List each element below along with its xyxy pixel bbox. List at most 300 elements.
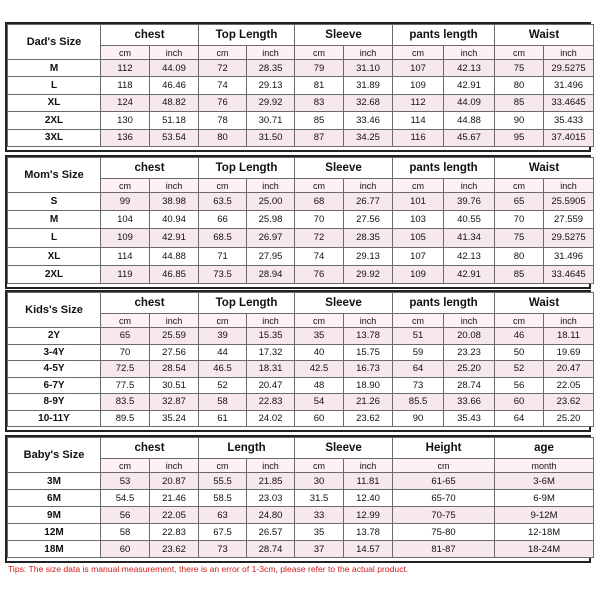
cell-value: 103: [393, 211, 444, 229]
column-header: Length: [199, 438, 295, 459]
cell-value: 35: [295, 524, 344, 541]
cell-value: 77.5: [101, 377, 150, 394]
size-label: M: [8, 211, 101, 229]
table-row: [8, 229, 594, 247]
cell-value: 31.496: [544, 247, 594, 265]
cell-value: 23.23: [444, 344, 495, 361]
cell-value: 59: [393, 344, 444, 361]
cell-value: 24.02: [247, 410, 295, 427]
cell-value: 29.92: [247, 94, 295, 111]
cell-value: 29.13: [344, 247, 393, 265]
cell-value: 112: [101, 60, 150, 77]
column-header: Waist: [495, 158, 594, 179]
unit-label: inch: [544, 179, 594, 193]
cell-value: 99: [101, 193, 150, 211]
column-header: chest: [101, 158, 199, 179]
size-label: 3M: [8, 473, 101, 490]
size-label: S: [8, 193, 101, 211]
unit-label: inch: [444, 179, 495, 193]
table-row: [8, 112, 594, 129]
cell-value: 46.85: [150, 265, 199, 283]
cell-value: 65: [101, 328, 150, 345]
size-label: XL: [8, 247, 101, 265]
cell-value: 19.69: [544, 344, 594, 361]
cell-value: 51.18: [150, 112, 199, 129]
table-row: [8, 265, 594, 283]
cell-value: 20.47: [544, 361, 594, 378]
size-table: [7, 157, 594, 284]
cell-value: 25.20: [444, 361, 495, 378]
cell-value: 22.83: [150, 524, 199, 541]
column-header: chest: [101, 438, 199, 459]
cell-value: 73.5: [199, 265, 247, 283]
cell-value: 39: [199, 328, 247, 345]
header-row: [8, 438, 594, 459]
cell-value: 23.03: [247, 490, 295, 507]
cell-value: 37.4015: [544, 129, 594, 146]
cell-value: 89.5: [101, 410, 150, 427]
cell-value: 90: [393, 410, 444, 427]
cell-value: 54: [295, 394, 344, 411]
cell-value: 64: [495, 410, 544, 427]
cell-value: 40.94: [150, 211, 199, 229]
cell-value: 54.5: [101, 490, 150, 507]
cell-value: 60: [101, 541, 150, 558]
column-header: chest: [101, 293, 199, 314]
cell-value: 42.91: [444, 265, 495, 283]
cell-value: 53.54: [150, 129, 199, 146]
unit-label: inch: [247, 314, 295, 328]
unit-label: cm: [101, 46, 150, 60]
table-row: [8, 394, 594, 411]
cell-value: 20.87: [150, 473, 199, 490]
cell-value: 104: [101, 211, 150, 229]
cell-value: 44: [199, 344, 247, 361]
cell-value: 40.55: [444, 211, 495, 229]
cell-value: 13.78: [344, 328, 393, 345]
cell-value: 80: [495, 247, 544, 265]
cell-value: 81-87: [393, 541, 495, 558]
cell-value: 101: [393, 193, 444, 211]
table-row: [8, 344, 594, 361]
cell-value: 48.82: [150, 94, 199, 111]
cell-value: 35.24: [150, 410, 199, 427]
column-header: Top Length: [199, 158, 295, 179]
cell-value: 23.62: [344, 410, 393, 427]
cell-value: 85: [495, 94, 544, 111]
size-label: 10-11Y: [8, 410, 101, 427]
cell-value: 26.97: [247, 229, 295, 247]
cell-value: 44.09: [150, 60, 199, 77]
section-label: Dad's Size: [8, 25, 101, 60]
cell-value: 87: [295, 129, 344, 146]
cell-value: 33.66: [444, 394, 495, 411]
unit-label: cm: [199, 179, 247, 193]
cell-value: 81: [295, 77, 344, 94]
unit-label: cm: [199, 46, 247, 60]
column-header: age: [495, 438, 594, 459]
moms-size-table: [5, 155, 591, 289]
cell-value: 65-70: [393, 490, 495, 507]
cell-value: 15.75: [344, 344, 393, 361]
cell-value: 32.87: [150, 394, 199, 411]
cell-value: 38.98: [150, 193, 199, 211]
table-row: [8, 77, 594, 94]
cell-value: 44.09: [444, 94, 495, 111]
header-row: [8, 25, 594, 46]
cell-value: 28.94: [247, 265, 295, 283]
unit-label: cm: [295, 179, 344, 193]
column-header: chest: [101, 25, 199, 46]
cell-value: 124: [101, 94, 150, 111]
cell-value: 16.73: [344, 361, 393, 378]
size-label: 6M: [8, 490, 101, 507]
cell-value: 31.10: [344, 60, 393, 77]
cell-value: 25.5905: [544, 193, 594, 211]
unit-label: cm: [393, 179, 444, 193]
cell-value: 44.88: [444, 112, 495, 129]
cell-value: 63.5: [199, 193, 247, 211]
cell-value: 30: [295, 473, 344, 490]
column-header: pants length: [393, 158, 495, 179]
column-header: pants length: [393, 293, 495, 314]
cell-value: 95: [495, 129, 544, 146]
size-label: 2XL: [8, 112, 101, 129]
cell-value: 31.496: [544, 77, 594, 94]
size-label: 2XL: [8, 265, 101, 283]
cell-value: 79: [295, 60, 344, 77]
unit-label: inch: [247, 179, 295, 193]
cell-value: 33.4645: [544, 265, 594, 283]
size-label: 8-9Y: [8, 394, 101, 411]
cell-value: 67.5: [199, 524, 247, 541]
cell-value: 27.95: [247, 247, 295, 265]
cell-value: 72: [199, 60, 247, 77]
cell-value: 116: [393, 129, 444, 146]
cell-value: 58: [101, 524, 150, 541]
unit-label: inch: [344, 314, 393, 328]
cell-value: 68.5: [199, 229, 247, 247]
cell-value: 31.50: [247, 129, 295, 146]
cell-value: 51: [393, 328, 444, 345]
cell-value: 63: [199, 507, 247, 524]
size-label: 12M: [8, 524, 101, 541]
cell-value: 60: [295, 410, 344, 427]
cell-value: 26.57: [247, 524, 295, 541]
cell-value: 22.83: [247, 394, 295, 411]
cell-value: 45.67: [444, 129, 495, 146]
cell-value: 66: [199, 211, 247, 229]
cell-value: 40: [295, 344, 344, 361]
cell-value: 27.559: [544, 211, 594, 229]
column-header: Sleeve: [295, 25, 393, 46]
cell-value: 15.35: [247, 328, 295, 345]
cell-value: 18.31: [247, 361, 295, 378]
size-label: 3-4Y: [8, 344, 101, 361]
column-header: Top Length: [199, 293, 295, 314]
cell-value: 136: [101, 129, 150, 146]
cell-value: 114: [393, 112, 444, 129]
size-label: 18M: [8, 541, 101, 558]
header-row: [8, 293, 594, 314]
table-row: [8, 60, 594, 77]
section-label: Mom's Size: [8, 158, 101, 193]
cell-value: 27.56: [150, 344, 199, 361]
cell-value: 73: [393, 377, 444, 394]
column-header: pants length: [393, 25, 495, 46]
unit-label: cm: [495, 179, 544, 193]
cell-value: 85.5: [393, 394, 444, 411]
cell-value: 37: [295, 541, 344, 558]
cell-value: 52: [199, 377, 247, 394]
cell-value: 80: [495, 77, 544, 94]
cell-value: 23.62: [544, 394, 594, 411]
cell-value: 34.25: [344, 129, 393, 146]
size-label: 2Y: [8, 328, 101, 345]
cell-value: 35: [295, 328, 344, 345]
table-row: [8, 193, 594, 211]
cell-value: 76: [199, 94, 247, 111]
cell-value: 80: [199, 129, 247, 146]
cell-value: 55.5: [199, 473, 247, 490]
cell-value: 21.26: [344, 394, 393, 411]
size-label: M: [8, 60, 101, 77]
cell-value: 50: [495, 344, 544, 361]
cell-value: 130: [101, 112, 150, 129]
cell-value: 68: [295, 193, 344, 211]
unit-label: inch: [150, 179, 199, 193]
cell-value: 61-65: [393, 473, 495, 490]
cell-value: 28.74: [247, 541, 295, 558]
cell-value: 46.46: [150, 77, 199, 94]
cell-value: 29.5275: [544, 60, 594, 77]
tips-note: Tips: The size data is manual measurement, there is an error of 1-3cm, please refer to the actual product.: [8, 564, 409, 574]
cell-value: 109: [101, 229, 150, 247]
unit-label: cm: [393, 46, 444, 60]
table-row: [8, 94, 594, 111]
cell-value: 31.5: [295, 490, 344, 507]
table-row: [8, 377, 594, 394]
table-row: [8, 410, 594, 427]
unit-label: cm: [199, 314, 247, 328]
cell-value: 42.91: [444, 77, 495, 94]
cell-value: 72: [295, 229, 344, 247]
header-row: [8, 158, 594, 179]
cell-value: 12.99: [344, 507, 393, 524]
size-label: 6-7Y: [8, 377, 101, 394]
cell-value: 29.13: [247, 77, 295, 94]
cell-value: 78: [199, 112, 247, 129]
cell-value: 6-9M: [495, 490, 594, 507]
cell-value: 70-75: [393, 507, 495, 524]
cell-value: 56: [495, 377, 544, 394]
cell-value: 42.5: [295, 361, 344, 378]
babys-size-table: [5, 435, 591, 563]
cell-value: 13.78: [344, 524, 393, 541]
cell-value: 70: [101, 344, 150, 361]
table-row: [8, 247, 594, 265]
cell-value: 20.47: [247, 377, 295, 394]
cell-value: 60: [495, 394, 544, 411]
cell-value: 119: [101, 265, 150, 283]
cell-value: 11.81: [344, 473, 393, 490]
cell-value: 83: [295, 94, 344, 111]
unit-label: inch: [444, 46, 495, 60]
cell-value: 109: [393, 77, 444, 94]
cell-value: 74: [295, 247, 344, 265]
cell-value: 75-80: [393, 524, 495, 541]
table-row: [8, 328, 594, 345]
cell-value: 74: [199, 77, 247, 94]
cell-value: 29.5275: [544, 229, 594, 247]
cell-value: 52: [495, 361, 544, 378]
cell-value: 18.11: [544, 328, 594, 345]
unit-label: cm: [295, 459, 344, 473]
unit-label: cm: [101, 314, 150, 328]
cell-value: 33: [295, 507, 344, 524]
unit-label: inch: [544, 46, 594, 60]
cell-value: 70: [295, 211, 344, 229]
cell-value: 72.5: [101, 361, 150, 378]
column-header: Sleeve: [295, 293, 393, 314]
cell-value: 118: [101, 77, 150, 94]
cell-value: 73: [199, 541, 247, 558]
size-label: XL: [8, 94, 101, 111]
cell-value: 48: [295, 377, 344, 394]
cell-value: 75: [495, 229, 544, 247]
cell-value: 39.76: [444, 193, 495, 211]
section-label: Kids's Size: [8, 293, 101, 328]
cell-value: 65: [495, 193, 544, 211]
cell-value: 105: [393, 229, 444, 247]
unit-label: month: [495, 459, 594, 473]
unit-label: inch: [444, 314, 495, 328]
cell-value: 42.91: [150, 229, 199, 247]
unit-label: cm: [393, 314, 444, 328]
size-label: L: [8, 77, 101, 94]
cell-value: 17.32: [247, 344, 295, 361]
cell-value: 22.05: [150, 507, 199, 524]
table-row: [8, 541, 594, 558]
unit-label: cm: [295, 314, 344, 328]
cell-value: 27.56: [344, 211, 393, 229]
unit-label: inch: [247, 459, 295, 473]
size-label: 9M: [8, 507, 101, 524]
section-label: Baby's Size: [8, 438, 101, 473]
cell-value: 28.74: [444, 377, 495, 394]
cell-value: 26.77: [344, 193, 393, 211]
cell-value: 28.35: [247, 60, 295, 77]
unit-label: inch: [344, 46, 393, 60]
size-label: 3XL: [8, 129, 101, 146]
table-row: [8, 524, 594, 541]
table-row: [8, 361, 594, 378]
cell-value: 23.62: [150, 541, 199, 558]
cell-value: 76: [295, 265, 344, 283]
cell-value: 42.13: [444, 247, 495, 265]
size-table: [7, 24, 594, 147]
cell-value: 25.98: [247, 211, 295, 229]
cell-value: 64: [393, 361, 444, 378]
cell-value: 112: [393, 94, 444, 111]
unit-label: cm: [495, 46, 544, 60]
table-row: [8, 129, 594, 146]
size-label: 4-5Y: [8, 361, 101, 378]
column-header: Sleeve: [295, 438, 393, 459]
size-table: [7, 292, 594, 427]
cell-value: 56: [101, 507, 150, 524]
size-table: [7, 437, 594, 558]
cell-value: 85: [295, 112, 344, 129]
table-row: [8, 211, 594, 229]
cell-value: 30.51: [150, 377, 199, 394]
column-header: Sleeve: [295, 158, 393, 179]
size-label: L: [8, 229, 101, 247]
cell-value: 107: [393, 247, 444, 265]
cell-value: 90: [495, 112, 544, 129]
table-row: [8, 473, 594, 490]
cell-value: 18.90: [344, 377, 393, 394]
cell-value: 46.5: [199, 361, 247, 378]
unit-label: inch: [150, 459, 199, 473]
table-row: [8, 490, 594, 507]
unit-label: cm: [495, 314, 544, 328]
cell-value: 35.433: [544, 112, 594, 129]
cell-value: 33.46: [344, 112, 393, 129]
unit-label: cm: [295, 46, 344, 60]
cell-value: 61: [199, 410, 247, 427]
cell-value: 3-6M: [495, 473, 594, 490]
unit-label: inch: [150, 46, 199, 60]
dads-size-table: [5, 22, 591, 152]
cell-value: 21.85: [247, 473, 295, 490]
cell-value: 46: [495, 328, 544, 345]
cell-value: 83.5: [101, 394, 150, 411]
cell-value: 25.59: [150, 328, 199, 345]
cell-value: 12.40: [344, 490, 393, 507]
column-header: Waist: [495, 293, 594, 314]
cell-value: 29.92: [344, 265, 393, 283]
kids-size-table: [5, 290, 591, 432]
cell-value: 22.05: [544, 377, 594, 394]
cell-value: 21.46: [150, 490, 199, 507]
unit-label: inch: [247, 46, 295, 60]
column-header: Top Length: [199, 25, 295, 46]
cell-value: 31.89: [344, 77, 393, 94]
cell-value: 107: [393, 60, 444, 77]
column-header: Height: [393, 438, 495, 459]
cell-value: 85: [495, 265, 544, 283]
cell-value: 58.5: [199, 490, 247, 507]
cell-value: 70: [495, 211, 544, 229]
cell-value: 24.80: [247, 507, 295, 524]
cell-value: 53: [101, 473, 150, 490]
unit-label: inch: [344, 179, 393, 193]
cell-value: 25.20: [544, 410, 594, 427]
cell-value: 35.43: [444, 410, 495, 427]
cell-value: 32.68: [344, 94, 393, 111]
cell-value: 71: [199, 247, 247, 265]
cell-value: 28.54: [150, 361, 199, 378]
cell-value: 75: [495, 60, 544, 77]
cell-value: 9-12M: [495, 507, 594, 524]
unit-label: inch: [544, 314, 594, 328]
cell-value: 28.35: [344, 229, 393, 247]
unit-label: inch: [344, 459, 393, 473]
cell-value: 109: [393, 265, 444, 283]
cell-value: 14.57: [344, 541, 393, 558]
unit-label: cm: [101, 179, 150, 193]
